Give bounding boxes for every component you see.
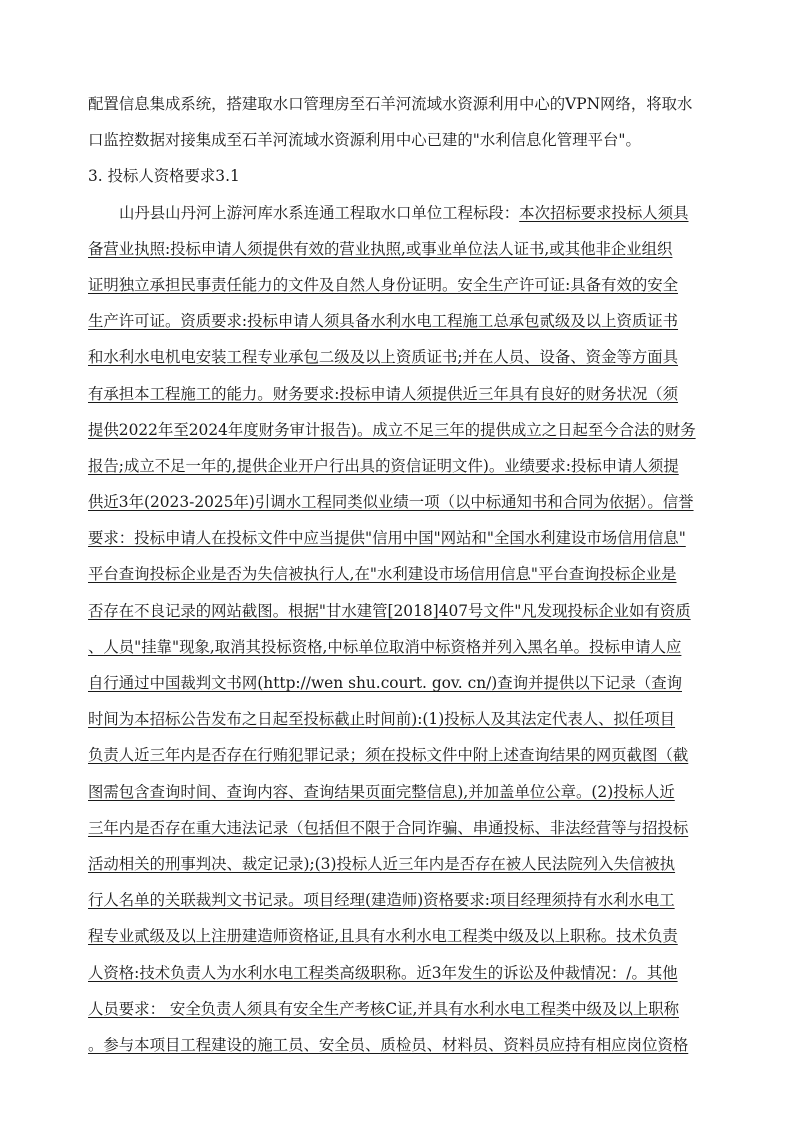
paragraph-line: 行人名单的关联裁判文书记录。项目经理(建造师)资格要求:项目经理须持有水利水电工 (88, 891, 675, 910)
paragraph-line: 备营业执照:投标申请人须提供有效的营业执照,或事业单位法人证书,或其他非企业组织 (88, 239, 673, 258)
paragraph-line: 生产许可证。资质要求:投标申请人须具备水利水电工程施工总承包贰级及以上资质证书 (88, 312, 679, 331)
paragraph-line: 和水利水电机电安装工程专业承包二级及以上资质证书;并在人员、设备、资金等方面具 (88, 348, 679, 367)
paragraph-line: 供近3年(2023-2025年)引调水工程同类似业绩一项（以中标通知书和合同为依据）。信誉 (88, 493, 694, 512)
paragraph-line: 活动相关的刑事判决、裁定记录);(3)投标人近三年内是否存在被人民法院列入失信被执 (88, 854, 676, 873)
paragraph-lead: 山丹县山丹河上游河库水系连通工程取水口单位工程标段： (119, 203, 520, 222)
document-page (88, 86, 710, 1063)
section-heading: 3. 投标人资格要求3.1 (88, 167, 240, 186)
paragraph-line: 证明独立承担民事责任能力的文件及自然人身份证明。安全生产许可证:具备有效的安全 (88, 275, 679, 294)
paragraph-lead-underlined: 本次招标要求投标人须具 (519, 203, 689, 222)
paragraph-line: 人资格:技术负责人为水利水电工程类高级职称。近3年发生的诉讼及仲裁情况：/。其他 (88, 963, 678, 982)
paragraph-line: 有承担本工程施工的能力。财务要求:投标申请人须提供近三年具有良好的财务状况（须 (88, 384, 679, 403)
paragraph-line: 、人员"挂靠"现象,取消其投标资格,中标单位取消中标资格并列入黑名单。投标申请人应 (88, 637, 682, 656)
paragraph-line: 要求：投标申请人在投标文件中应当提供"信用中国"网站和"全国水利建设市场信用信息" (88, 529, 686, 548)
paragraph-line: 程专业贰级及以上注册建造师资格证,且具有水利水电工程类中级及以上职称。技术负责 (88, 927, 678, 946)
paragraph-line: 负责人近三年内是否存在行贿犯罪记录；须在投标文件中附上述查询结果的网页截图（截 (88, 746, 689, 765)
paragraph-line: 三年内是否存在重大违法记录（包括但不限于合同诈骗、串通投标、非法经营等与招投标 (88, 818, 689, 837)
intro-line-1: 配置信息集成系统，搭建取水口管理房至石羊河流域水资源利用中心的VPN网络，将取水 (88, 95, 693, 113)
paragraph-line: 人员要求： 安全负责人须具有安全生产考核C证,并具有水利水电工程类中级及以上职称 (88, 999, 680, 1018)
paragraph-line: 图需包含查询时间、查询内容、查询结果页面完整信息),并加盖单位公章。(2)投标人近 (88, 782, 675, 801)
paragraph-first-line (88, 195, 710, 231)
paragraph-line: 自行通过中国裁判文书网(http://wen shu.court. gov. cn/)查询并提供以下记录（查询 (88, 674, 682, 692)
paragraph-line: 报告;成立不足一年的,提供企业开户行出具的资信证明文件)。业绩要求:投标申请人须提 (88, 456, 679, 475)
paragraph-line: 平台查询投标企业是否为失信被执行人,在"水利建设市场信用信息"平台查询投标企业是 (88, 565, 677, 584)
intro-line-2: 口监控数据对接集成至石羊河流域水资源利用中心已建的"水利信息化管理平台"。 (88, 131, 641, 150)
paragraph-line: 提供2022年至2024年度财务审计报告)。成立不足三年的提供成立之日起至今合法的财务 (88, 420, 696, 439)
paragraph-line: 否存在不良记录的网站截图。根据"甘水建管[2018]407号文件"凡发现投标企业如有资质 (88, 601, 691, 620)
paragraph-line: 。参与本项目工程建设的施工员、安全员、质检员、材料员、资料员应持有相应岗位资格 (88, 1035, 689, 1054)
paragraph-line: 时间为本招标公告发布之日起至投标截止时间前):(1)投标人及其法定代表人、拟任项目 (88, 710, 676, 729)
